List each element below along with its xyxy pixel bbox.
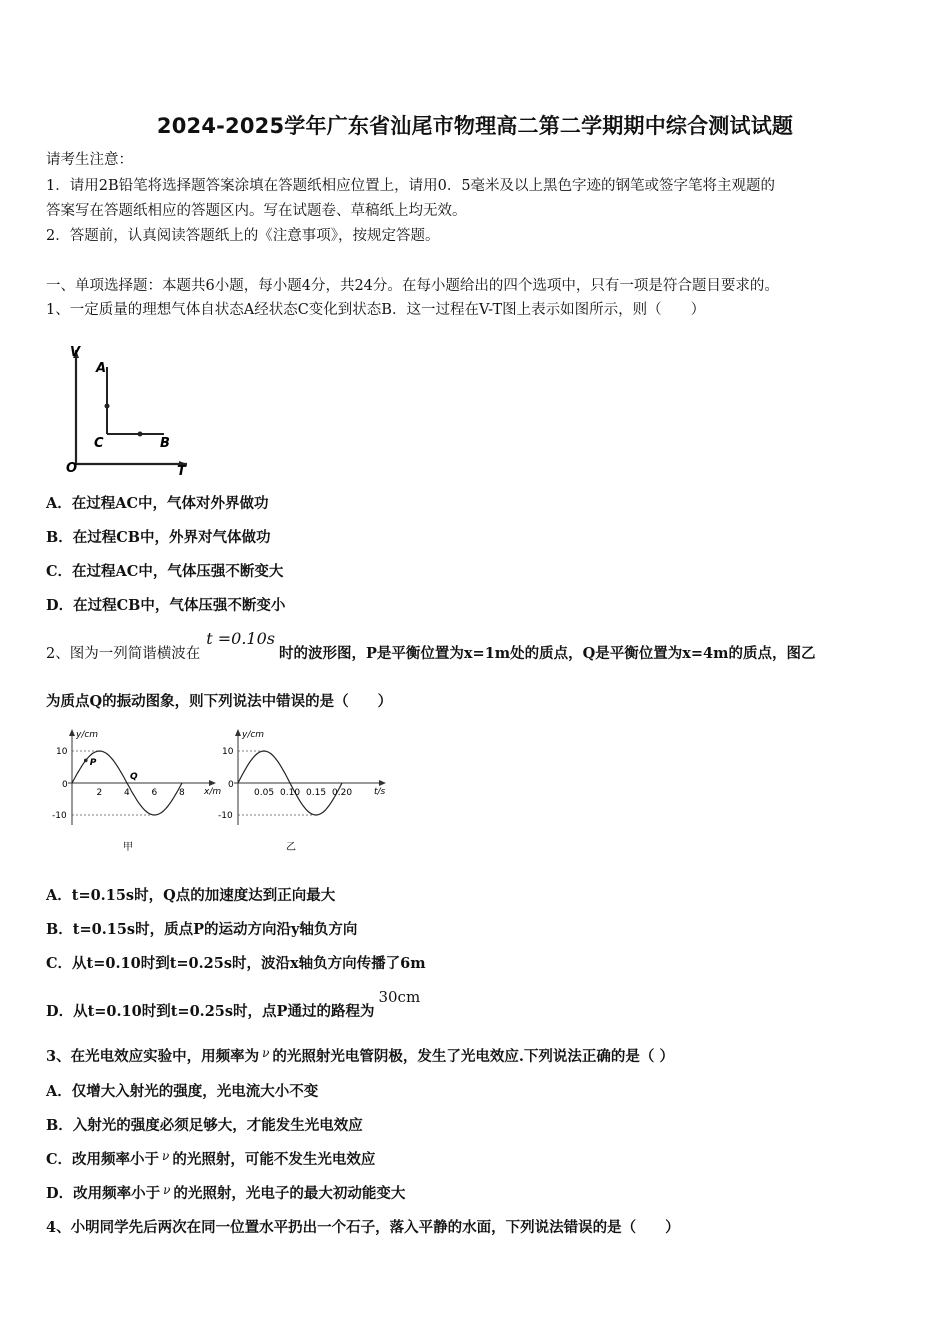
q2-math-t: t =0.10s (206, 629, 275, 648)
q1-axis-t: T (177, 464, 186, 477)
jia-ylabel: y/cm (76, 730, 99, 740)
q3-option-c-b: 的光照射，可能不发生光电效应 (172, 1151, 376, 1168)
q2-option-a[interactable]: A．t=0.15s时，Q点的加速度达到正向最大 (46, 887, 336, 904)
yi-origin: 0 (228, 780, 234, 790)
yi-y-arrow (235, 729, 241, 736)
jia-title: 甲 (123, 842, 133, 853)
yi-xtick-2: 0.15 (306, 788, 327, 798)
jia-y-arrow (69, 729, 75, 736)
jia-point-p-label: P (89, 758, 97, 768)
q1-option-d[interactable]: D．在过程CB中，气体压强不断变小 (46, 597, 286, 614)
jia-xtick-3: 6 (151, 788, 158, 798)
q1-stem: 1、一定质量的理想气体自状态A经状态C变化到状态B．这一过程在V-T图上表示如图所示，则（ ） (46, 302, 706, 318)
yi-ytick-bottom: -10 (218, 811, 233, 821)
q3-stem-b: 的光照射光电管阴极，发生了光电效应.下列说法正确的是（ ） (272, 1048, 674, 1065)
q1-option-c[interactable]: C．在过程AC中，气体压强不断变大 (46, 563, 284, 580)
q1-vt-graph (62, 342, 202, 477)
q2-option-d-text: D．从t=0.10时到t=0.25s时，点P通过的路程为 (46, 1003, 375, 1020)
q3-option-c[interactable] (46, 1150, 375, 1170)
yi-title: 乙 (286, 842, 296, 853)
jia-xtick-4: 8 (179, 788, 185, 798)
jia-xtick-0: 0 (62, 780, 68, 790)
jia-point-q-label: Q (130, 772, 138, 782)
q2-option-d-math: 30cm (378, 988, 421, 1006)
jia-xtick-1: 2 (96, 788, 103, 798)
q2-stem-b: 时的波形图，P是平衡位置为x=1m处的质点，Q是平衡位置为x=4m的质点，图乙 (279, 645, 816, 662)
yi-xtick-0: 0.05 (254, 788, 275, 798)
jia-xtick-2: 4 (124, 788, 130, 798)
q1-option-a[interactable]: A．在过程AC中，气体对外界做功 (46, 495, 269, 512)
q2-option-c[interactable]: C．从t=0.10时到t=0.25s时，波沿x轴负方向传播了6m (46, 955, 426, 972)
jia-xlabel: x/m (204, 787, 222, 797)
q1-option-b[interactable]: B．在过程CB中，外界对气体做功 (46, 529, 271, 546)
q3-option-d[interactable] (46, 1184, 405, 1204)
q3-option-d-nu: ν (163, 1183, 171, 1197)
jia-ytick-bottom: -10 (52, 811, 67, 821)
q2-option-d[interactable] (46, 988, 421, 1022)
q3-option-d-b: 的光照射，光电子的最大初动能变大 (173, 1185, 406, 1202)
q1-point-b: B (160, 436, 170, 451)
notice-item-1b: 答案写在答题纸相应的答题区内。写在试题卷、草稿纸上均无效。 (46, 203, 467, 219)
q3-option-c-nu: ν (162, 1149, 170, 1163)
q2-chart-yi (212, 725, 412, 855)
q3-option-b[interactable]: B．入射光的强度必须足够大，才能发生光电效应 (46, 1117, 363, 1134)
yi-ytick-top: 10 (222, 747, 234, 757)
section-heading: 一、单项选择题：本题共6小题，每小题4分，共24分。在每小题给出的四个选项中，只有一项是符合题目要求的。 (46, 278, 779, 294)
q1-origin: O (66, 461, 78, 476)
yi-ylabel: y/cm (242, 730, 265, 740)
yi-xtick-1: 0.10 (280, 788, 301, 798)
q3-option-d-a: D．改用频率小于 (46, 1185, 161, 1202)
q4-stem: 4、小明同学先后两次在同一位置水平扔出一个石子，落入平静的水面，下列说法错误的是（ ） (46, 1219, 680, 1236)
yi-xlabel: t/s (374, 787, 386, 797)
q3-option-c-a: C．改用频率小于 (46, 1151, 160, 1168)
q1-axis-v: V (70, 345, 81, 360)
jia-point-p (84, 759, 88, 763)
q2-chart-jia (46, 725, 226, 855)
q3-stem-a: 3、在光电效应实验中，用频率为 (46, 1048, 260, 1065)
page-title: 2024-2025学年广东省汕尾市物理高二第二学期期中综合测试试题 (156, 114, 794, 138)
notice-item-2: 2．答题前，认真阅读答题纸上的《注意事项》，按规定答题。 (46, 228, 440, 244)
jia-ytick-top: 10 (56, 747, 68, 757)
q2-stem-line2: 为质点Q的振动图象，则下列说法中错误的是（ ） (46, 693, 393, 710)
notice-item-1a: 1．请用2B铅笔将选择题答案涂填在答题纸相应位置上，请用0．5毫米及以上黑色字迹的钢笔或签字笔将主观题的 (46, 178, 776, 194)
q3-nu: ν (262, 1046, 270, 1060)
q2-stem-a: 2、图为一列简谐横波在 (46, 646, 201, 662)
q2-stem-line1 (46, 629, 816, 664)
notice-heading: 请考生注意： (46, 152, 133, 168)
q1-point-c: C (94, 436, 104, 451)
q3-stem (46, 1047, 674, 1067)
q3-option-a[interactable]: A．仅增大入射光的强度，光电流大小不变 (46, 1083, 319, 1100)
q1-point-a: A (96, 361, 107, 376)
q2-option-b[interactable]: B．t=0.15s时，质点P的运动方向沿y轴负方向 (46, 921, 358, 938)
yi-xtick-3: 0.20 (332, 788, 353, 798)
yi-x-arrow (379, 780, 386, 786)
